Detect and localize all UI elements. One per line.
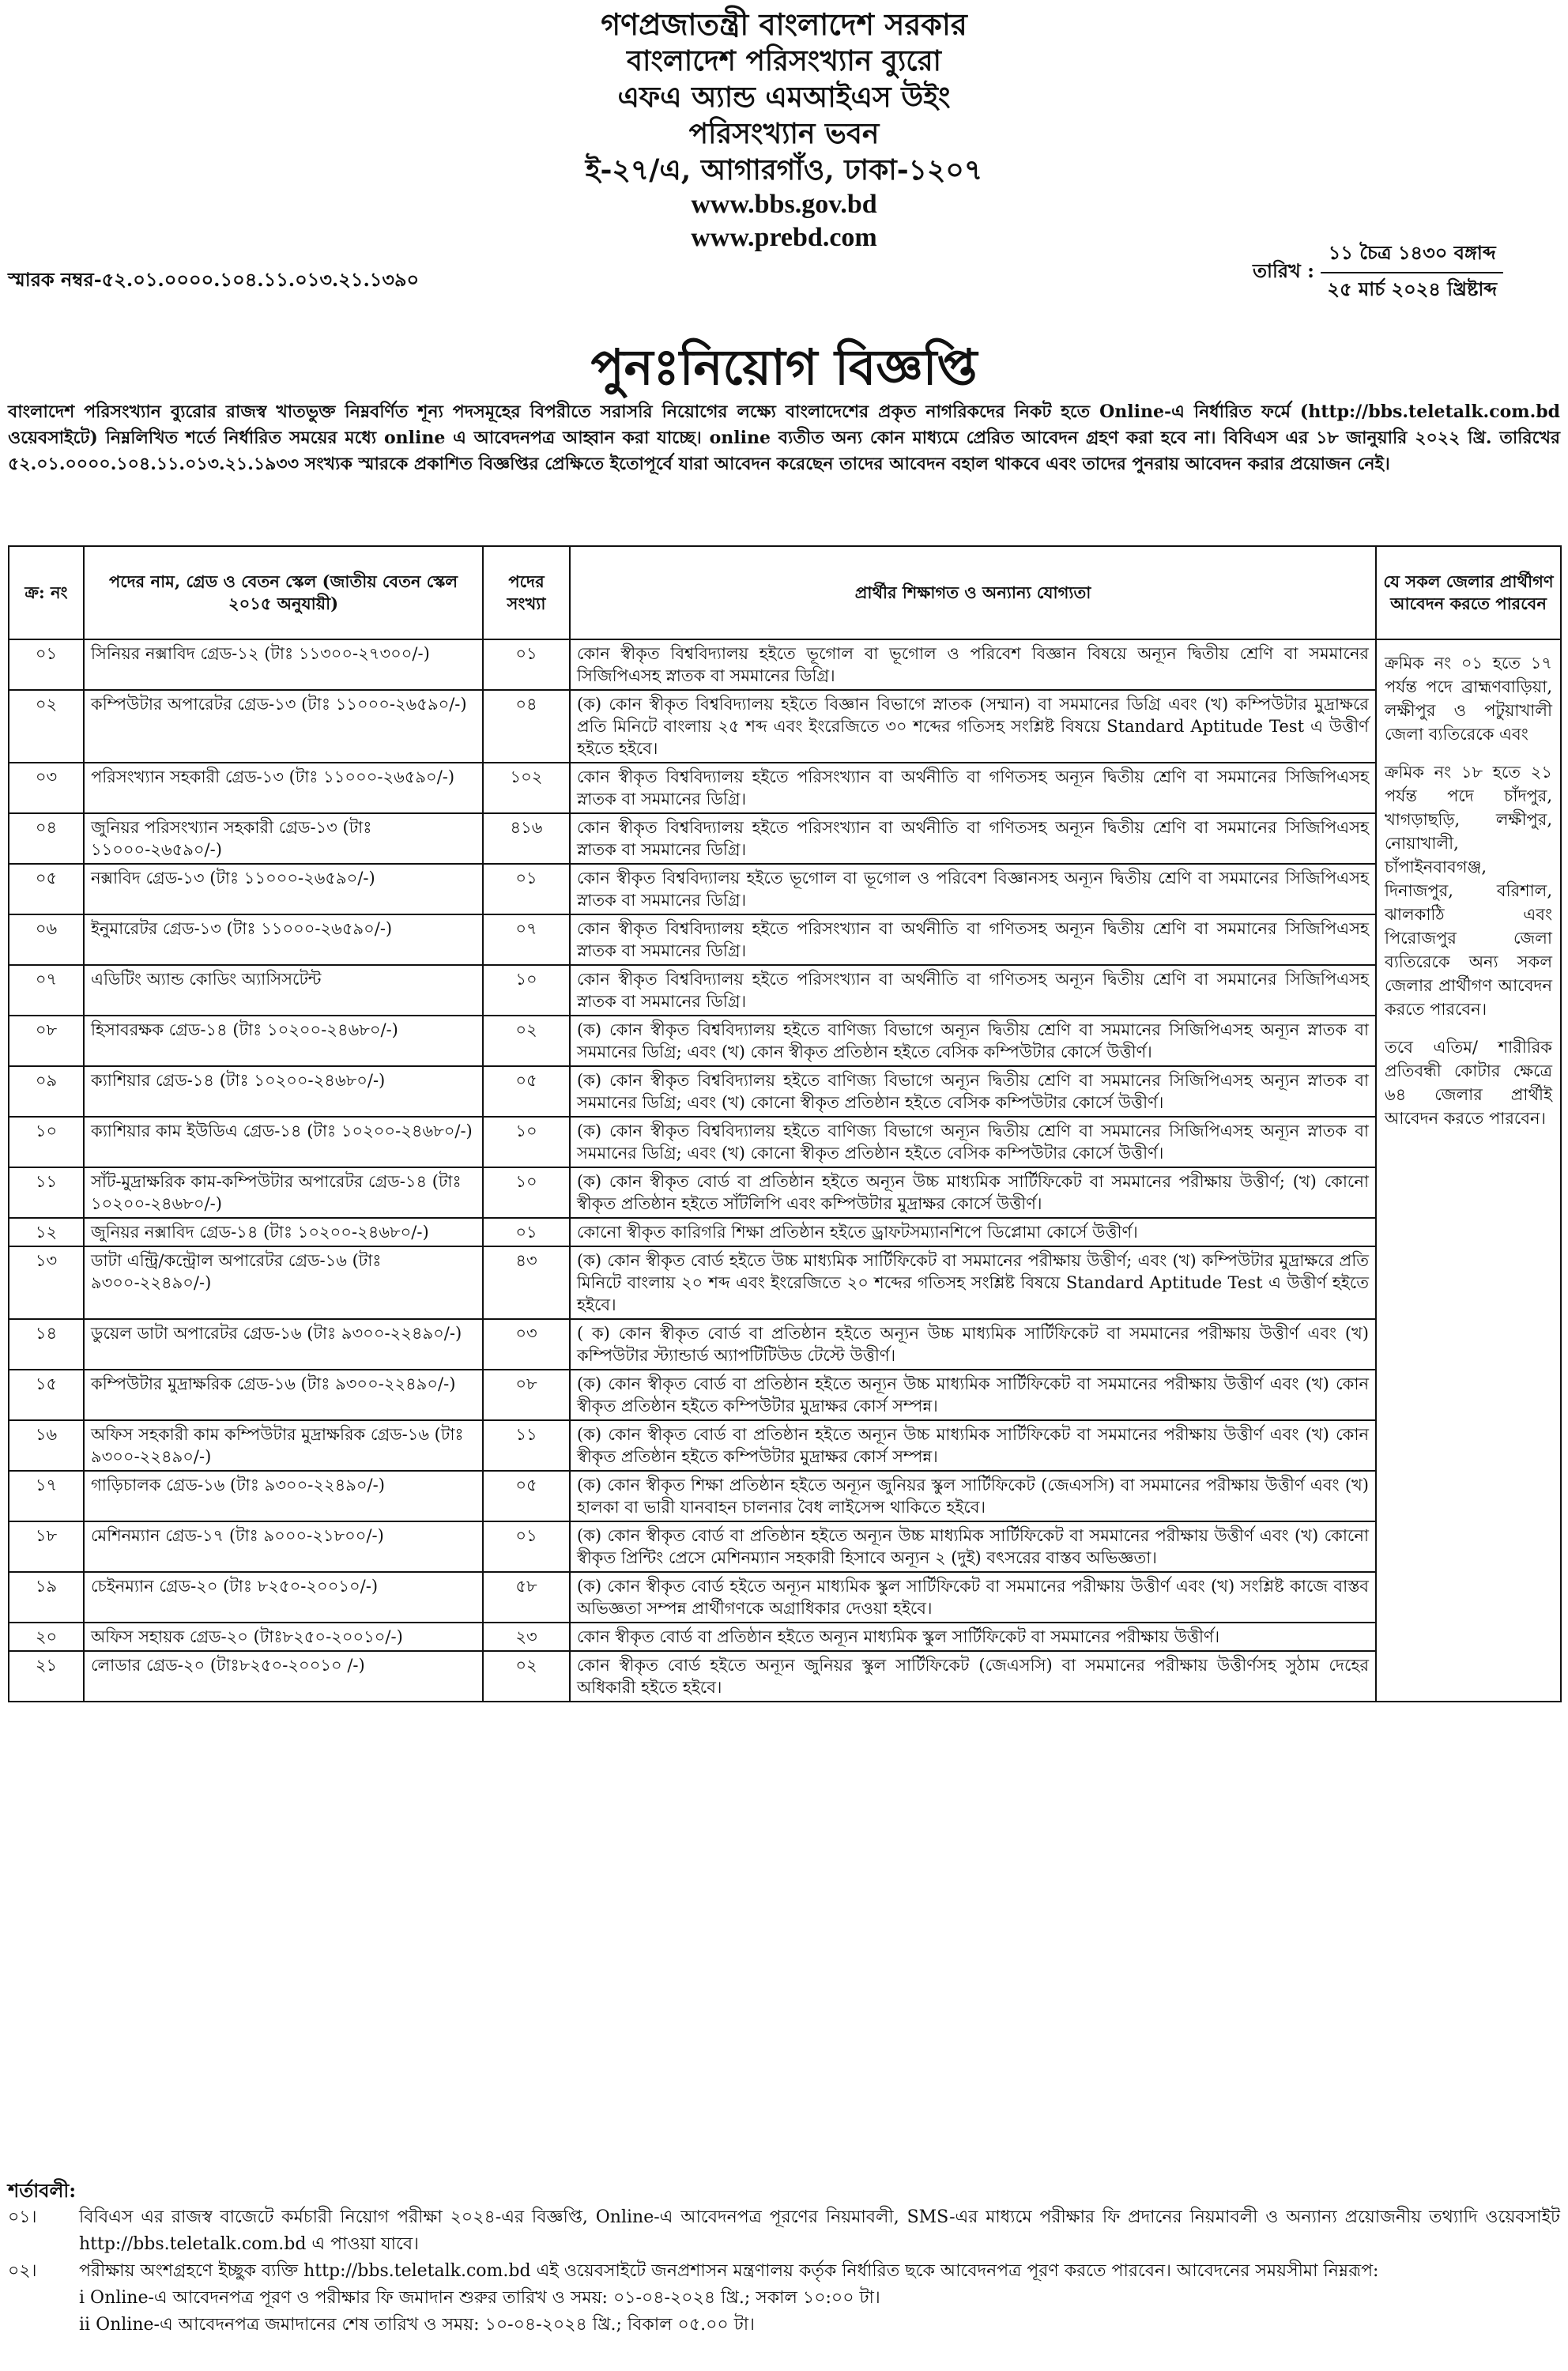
row-post: কম্পিউটার মুদ্রাক্ষরিক গ্রেড-১৬ (টাঃ ৯৩০০-২২৪৯০/-)	[84, 1370, 483, 1420]
header-line-address: ই-২৭/এ, আগারগাঁও, ঢাকা-১২০৭	[585, 153, 983, 187]
row-post: চেইনম্যান গ্রেড-২০ (টাঃ ৮২৫০-২০০১০/-)	[84, 1572, 483, 1623]
table-row	[9, 914, 1561, 965]
row-count: ০৭	[483, 914, 570, 965]
row-qualification: কোন স্বীকৃত বিশ্ববিদ্যালয় হইতে পরিসংখ্যান বা অর্থনীতি বা গণিতসহ অন্যূন দ্বিতীয় শ্রেণি বা সমমানের সিজিপিএসহ স্নাতক বা সমমানের ডিগ্রি।	[570, 813, 1376, 864]
row-count: ১০২	[483, 763, 570, 813]
row-count: ১০	[483, 965, 570, 1016]
header-count: পদের সংখ্যা	[483, 546, 570, 639]
header-line-bureau: বাংলাদেশ পরিসংখ্যান ব্যুরো	[627, 44, 941, 77]
row-serial: ১৯	[9, 1572, 84, 1623]
table-row	[9, 1218, 1561, 1246]
header-qualification: প্রার্থীর শিক্ষাগত ও অন্যান্য যোগ্যতা	[570, 546, 1376, 639]
row-post: অফিস সহায়ক গ্রেড-২০ (টাঃ৮২৫০-২০০১০/-)	[84, 1623, 483, 1651]
row-post: এডিটিং অ্যান্ড কোডিং অ্যাসিসটেন্ট	[84, 965, 483, 1016]
row-count: ০১	[483, 1521, 570, 1572]
row-count: ০২	[483, 1016, 570, 1066]
date-block	[1253, 237, 1503, 308]
vacancy-table	[8, 545, 1562, 1702]
row-count: ৫৮	[483, 1572, 570, 1623]
row-qualification: (ক) কোন স্বীকৃত বোর্ড বা প্রতিষ্ঠান হইতে অন্যূন উচ্চ মাধ্যমিক সার্টিফিকেট বা সমমানের পরীক্ষায় উত্তীর্ণ এবং (খ) কোন স্বীকৃত প্রতিষ্ঠান হইতে কম্পিউটার মুদ্রাক্ষর কোর্স সম্পন্ন।	[570, 1420, 1376, 1471]
table-row	[9, 763, 1561, 813]
row-post: ডাটা এন্ট্রি/কন্ট্রোল অপারেটর গ্রেড-১৬ (টাঃ ৯৩০০-২২৪৯০/-)	[84, 1246, 483, 1319]
row-count: ০১	[483, 864, 570, 914]
table-row	[9, 1420, 1561, 1471]
row-serial: ০২	[9, 690, 84, 763]
table-row	[9, 813, 1561, 864]
vacancy-table-wrapper	[8, 545, 1560, 1702]
table-row	[9, 1319, 1561, 1370]
table-row	[9, 1623, 1561, 1651]
header-line-wing: এফএ অ্যান্ড এমআইএস উইং	[617, 81, 951, 114]
row-serial: ২০	[9, 1623, 84, 1651]
row-qualification: (ক) কোন স্বীকৃত বিশ্ববিদ্যালয় হইতে বাণিজ্য বিভাগে অন্যূন দ্বিতীয় শ্রেণি বা সমমানের সিজিপিএসহ অন্যূন স্নাতক বা সমমানের ডিগ্রি; এবং (খ) কোন স্বীকৃত প্রতিষ্ঠান হইতে বেসিক কম্পিউটার কোর্সে উত্তীর্ণ।	[570, 1016, 1376, 1066]
row-count: ০১	[483, 639, 570, 690]
header-post: পদের নাম, গ্রেড ও বেতন স্কেল (জাতীয় বেতন স্কেল ২০১৫ অনুযায়ী)	[84, 546, 483, 639]
row-post: সিনিয়র নক্সাবিদ গ্রেড-১২ (টাঃ ১১৩০০-২৭৩০০/-)	[84, 639, 483, 690]
row-qualification: কোন স্বীকৃত বিশ্ববিদ্যালয় হইতে ভূগোল বা ভূগোল ও পরিবেশ বিজ্ঞানসহ অন্যূন দ্বিতীয় শ্রেণি বা সমমানের সিজিপিএসহ স্নাতক বা সমমানের ডিগ্রি।	[570, 864, 1376, 914]
terms-item-text: বিবিএস এর রাজস্ব বাজেটে কর্মচারী নিয়োগ পরীক্ষা ২০২৪-এর বিজ্ঞপ্তি, Online-এ আবেদনপত্র পূরণের নিয়মাবলী, SMS-এর মাধ্যমে পরীক্ষার ফি প্রদানের নিয়মাবলী ও অন্যান্য প্রয়োজনীয় তথ্যাদি ওয়েবসাইট http://bbs.teletalk.com.bd এ পাওয়া যাবে।	[79, 2207, 1560, 2254]
row-qualification: কোন স্বীকৃত বিশ্ববিদ্যালয় হইতে পরিসংখ্যান বা অর্থনীতি বা গণিতসহ অন্যূন দ্বিতীয় শ্রেণি বা সমমানের সিজিপিএসহ স্নাতক বা সমমানের ডিগ্রি।	[570, 914, 1376, 965]
header-districts: যে সকল জেলার প্রার্থীগণ আবেদন করতে পারবেন	[1376, 546, 1561, 639]
row-post: লোডার গ্রেড-২০ (টাঃ৮২৫০-২০০১০ /-)	[84, 1651, 483, 1702]
row-qualification: কোন স্বীকৃত বোর্ড বা প্রতিষ্ঠান হইতে অন্যূন মাধ্যমিক স্কুল সার্টিফিকেট বা সমমানের পরীক্ষায় উত্তীর্ণ।	[570, 1623, 1376, 1651]
row-count: ০২	[483, 1651, 570, 1702]
row-qualification: কোন স্বীকৃত বোর্ড হইতে অন্যূন জুনিয়র স্কুল সার্টিফিকেট (জেএসসি) বা সমমানের পরীক্ষায় উত্তীর্ণসহ সুঠাম দেহের অধিকারী হইতে হইবে।	[570, 1651, 1376, 1702]
table-row	[9, 1572, 1561, 1623]
header-line-building: পরিসংখ্যান ভবন	[688, 117, 880, 150]
table-row	[9, 1117, 1561, 1167]
row-count: ১০	[483, 1167, 570, 1218]
row-count: ১০	[483, 1117, 570, 1167]
table-row	[9, 1651, 1561, 1702]
row-serial: ০৮	[9, 1016, 84, 1066]
row-serial: ০৬	[9, 914, 84, 965]
row-serial: ২১	[9, 1651, 84, 1702]
header-line-government: গণপ্রজাতন্ত্রী বাংলাদেশ সরকার	[601, 6, 967, 42]
row-count: ৪৩	[483, 1246, 570, 1319]
row-qualification: কোনো স্বীকৃত কারিগরি শিক্ষা প্রতিষ্ঠান হইতে ড্রাফটসম্যানশিপে ডিপ্লোমা কোর্সে উত্তীর্ণ।	[570, 1218, 1376, 1246]
row-post: মেশিনম্যান গ্রেড-১৭ (টাঃ ৯০০০-২১৮০০/-)	[84, 1521, 483, 1572]
row-qualification: (ক) কোন স্বীকৃত বোর্ড বা প্রতিষ্ঠান হইতে অন্যূন উচ্চ মাধ্যমিক সার্টিফিকেট বা সমমানের পরীক্ষায় উত্তীর্ণ; (খ) কোনো স্বীকৃত প্রতিষ্ঠান হইতে সাঁটলিপি এবং কম্পিউটার মুদ্রাক্ষর কোর্সে উত্তীর্ণ।	[570, 1167, 1376, 1218]
row-post: গাড়িচালক গ্রেড-১৬ (টাঃ ৯৩০০-২২৪৯০/-)	[84, 1471, 483, 1521]
terms-sub-start-date: i Online-এ আবেদনপত্র পূরণ ও পরীক্ষার ফি জমাদান শুরুর তারিখ ও সময়: ০১-০৪-২০২৪ খ্রি.; সকাল ১০:০০ টা।	[79, 2288, 880, 2308]
row-post: জুনিয়র পরিসংখ্যান সহকারী গ্রেড-১৩ (টাঃ ১১০০০-২৬৫৯০/-)	[84, 813, 483, 864]
row-post: কম্পিউটার অপারেটর গ্রেড-১৩ (টাঃ ১১০০০-২৬৫৯০/-)	[84, 690, 483, 763]
terms-item-text: পরীক্ষায় অংশগ্রহণে ইচ্ছুক ব্যক্তি http://bbs.teletalk.com.bd এই ওয়েবসাইটে জনপ্রশাসন মন্ত্রণালয় কর্তৃক নির্ধারিত ছকে আবেদনপত্র পূরণ করতে পারবেন। আবেদনের সময়সীমা নিম্নরূপ:	[79, 2261, 1379, 2281]
row-qualification: (ক) কোন স্বীকৃত বোর্ড হইতে অন্যূন মাধ্যমিক স্কুল সার্টিফিকেট বা সমমানের পরীক্ষায় উত্তীর্ণ এবং (খ) সংশ্লিষ্ট কাজে বাস্তব অভিজ্ঞতা সম্পন্ন প্রার্থীগণকে অগ্রাধিকার দেওয়া হইবে।	[570, 1572, 1376, 1623]
date-bangla: ১১ চৈত্র ১৪৩০ বঙ্গাব্দ	[1321, 237, 1503, 273]
row-serial: ১৬	[9, 1420, 84, 1471]
row-count: ০৩	[483, 1319, 570, 1370]
table-row	[9, 1016, 1561, 1066]
header-website-prebd: www.prebd.com	[691, 223, 877, 252]
row-serial: ১৩	[9, 1246, 84, 1319]
row-post: জুনিয়র নক্সাবিদ গ্রেড-১৪ (টাঃ ১০২০০-২৪৬৮০/-)	[84, 1218, 483, 1246]
table-row	[9, 965, 1561, 1016]
terms-item-number: ০১।	[8, 2207, 37, 2227]
table-header-row	[9, 546, 1561, 639]
row-serial: ১৮	[9, 1521, 84, 1572]
row-post: হিসাবরক্ষক গ্রেড-১৪ (টাঃ ১০২০০-২৪৬৮০/-)	[84, 1016, 483, 1066]
row-post: ইনুমারেটর গ্রেড-১৩ (টাঃ ১১০০০-২৬৫৯০/-)	[84, 914, 483, 965]
terms-section	[8, 2177, 1560, 2339]
district-note: তবে এতিম/ শারীরিক প্রতিবন্ধী কোটার ক্ষেত্রে ৬৪ জেলার প্রার্থীই আবেদন করতে পারবেন।	[1385, 1038, 1552, 1128]
row-qualification: কোন স্বীকৃত বিশ্ববিদ্যালয় হইতে পরিসংখ্যান বা অর্থনীতি বা গণিতসহ অন্যূন দ্বিতীয় শ্রেণি বা সমমানের সিজিপিএসহ স্নাতক বা সমমানের ডিগ্রি।	[570, 965, 1376, 1016]
date-fraction	[1321, 237, 1503, 308]
row-count: ১১	[483, 1420, 570, 1471]
row-post: ক্যাশিয়ার কাম ইউডিএ গ্রেড-১৪ (টাঃ ১০২০০-২৪৬৮০/-)	[84, 1117, 483, 1167]
table-row	[9, 864, 1561, 914]
date-label: তারিখ :	[1253, 259, 1315, 282]
row-serial: ০১	[9, 639, 84, 690]
notice-title: পুনঃনিয়োগ বিজ্ঞপ্তি	[590, 338, 978, 396]
row-qualification: কোন স্বীকৃত বিশ্ববিদ্যালয় হইতে পরিসংখ্যান বা অর্থনীতি বা গণিতসহ অন্যূন দ্বিতীয় শ্রেণি বা সমমানের সিজিপিএসহ স্নাতক বা সমমানের ডিগ্রি।	[570, 763, 1376, 813]
row-qualification: (ক) কোন স্বীকৃত বোর্ড বা প্রতিষ্ঠান হইতে অন্যূন উচ্চ মাধ্যমিক সার্টিফিকেট বা সমমানের পরীক্ষায় উত্তীর্ণ এবং (খ) কোন স্বীকৃত প্রতিষ্ঠান হইতে কম্পিউটার মুদ্রাক্ষর কোর্স সম্পন্ন।	[570, 1370, 1376, 1420]
row-post: ডুয়েল ডাটা অপারেটর গ্রেড-১৬ (টাঃ ৯৩০০-২২৪৯০/-)	[84, 1319, 483, 1370]
terms-sub-end-date: ii Online-এ আবেদনপত্র জমাদানের শেষ তারিখ ও সময়: ১০-০৪-২০২৪ খ্রি.; বিকাল ০৫.০০ টা।	[79, 2315, 755, 2335]
row-count: ২৩	[483, 1623, 570, 1651]
row-post: অফিস সহকারী কাম কম্পিউটার মুদ্রাক্ষরিক গ্রেড-১৬ (টাঃ ৯৩০০-২২৪৯০/-)	[84, 1420, 483, 1471]
row-count: ০৪	[483, 690, 570, 763]
row-serial: ০৪	[9, 813, 84, 864]
table-row	[9, 690, 1561, 763]
row-serial: ১৫	[9, 1370, 84, 1420]
row-post: ক্যাশিয়ার গ্রেড-১৪ (টাঃ ১০২০০-২৪৬৮০/-)	[84, 1066, 483, 1117]
row-serial: ০৭	[9, 965, 84, 1016]
table-row	[9, 1167, 1561, 1218]
row-serial: ১৪	[9, 1319, 84, 1370]
row-qualification: ( ক) কোন স্বীকৃত বোর্ড বা প্রতিষ্ঠান হইতে অন্যূন উচ্চ মাধ্যমিক সার্টিফিকেট বা সমমানের পরীক্ষায় উত্তীর্ণ এবং (খ) কম্পিউটার স্ট্যান্ডার্ড অ্যাপটিটিউড টেস্টে উত্তীর্ণ।	[570, 1319, 1376, 1370]
table-row	[9, 1521, 1561, 1572]
header-serial: ক্র: নং	[9, 546, 84, 639]
terms-item-number: ০২।	[8, 2261, 37, 2281]
row-serial: ১০	[9, 1117, 84, 1167]
terms-item	[8, 2258, 1560, 2285]
table-row	[9, 639, 1561, 690]
header-website-bbs: www.bbs.gov.bd	[691, 190, 877, 219]
memo-number: স্মারক নম্বর-৫২.০১.০০০০.১০৪.১১.০১৩.২১.১৩৯০	[8, 268, 420, 291]
row-count: ০৮	[483, 1370, 570, 1420]
office-header	[0, 6, 1568, 254]
row-qualification: (ক) কোন স্বীকৃত শিক্ষা প্রতিষ্ঠান হইতে অন্যূন জুনিয়র স্কুল সার্টিফিকেট (জেএসসি) বা সমমানের পরীক্ষায় উত্তীর্ণ এবং (খ) হালকা বা ভারী যানবাহন চালনার বৈধ লাইসেন্স থাকিতে হইবে।	[570, 1471, 1376, 1521]
terms-heading: শর্তাবলী:	[8, 2179, 77, 2202]
row-qualification: (ক) কোন স্বীকৃত বিশ্ববিদ্যালয় হইতে বাণিজ্য বিভাগে অন্যূন দ্বিতীয় শ্রেণি বা সমমানের সিজিপিএসহ অন্যূন স্নাতক বা সমমানের ডিগ্রি; এবং (খ) কোনো স্বীকৃত প্রতিষ্ঠান হইতে বেসিক কম্পিউটার কোর্সে উত্তীর্ণ।	[570, 1066, 1376, 1117]
row-count: ০৫	[483, 1471, 570, 1521]
table-row	[9, 1370, 1561, 1420]
row-serial: ০৫	[9, 864, 84, 914]
row-qualification: (ক) কোন স্বীকৃত বিশ্ববিদ্যালয় হইতে বিজ্ঞান বিভাগে স্নাতক (সম্মান) বা সমমানের ডিগ্রি এবং (খ) কম্পিউটার মুদ্রাক্ষরে প্রতি মিনিটে বাংলায় ২৫ শব্দ এবং ইংরেজিতে ৩০ শব্দের গতিসহ সংশ্লিষ্ট বিষয়ে Standard Aptitude Test এ উত্তীর্ণ হইতে হইবে।	[570, 690, 1376, 763]
row-post: পরিসংখ্যান সহকারী গ্রেড-১৩ (টাঃ ১১০০০-২৬৫৯০/-)	[84, 763, 483, 813]
table-row	[9, 1246, 1561, 1319]
terms-item	[8, 2204, 1560, 2258]
row-post: নক্সাবিদ গ্রেড-১৩ (টাঃ ১১০০০-২৬৫৯০/-)	[84, 864, 483, 914]
row-count: ০৫	[483, 1066, 570, 1117]
district-eligibility-cell	[1376, 639, 1561, 1702]
row-qualification: কোন স্বীকৃত বিশ্ববিদ্যালয় হইতে ভূগোল বা ভূগোল ও পরিবেশ বিজ্ঞান বিষয়ে অন্যূন দ্বিতীয় শ্রেণি বা সমমানের সিজিপিএসহ স্নাতক বা সমমানের ডিগ্রি।	[570, 639, 1376, 690]
date-english: ২৫ মার্চ ২০২৪ খ্রিষ্টাব্দ	[1327, 277, 1498, 300]
row-post: সাঁট-মুদ্রাক্ষরিক কাম-কম্পিউটার অপারেটর গ্রেড-১৪ (টাঃ ১০২০০-২৪৬৮০/-)	[84, 1167, 483, 1218]
row-serial: ০৩	[9, 763, 84, 813]
row-serial: ০৯	[9, 1066, 84, 1117]
row-serial: ১৭	[9, 1471, 84, 1521]
table-row	[9, 1066, 1561, 1117]
row-serial: ১২	[9, 1218, 84, 1246]
row-serial: ১১	[9, 1167, 84, 1218]
district-note: ক্রমিক নং ১৮ হতে ২১ পর্যন্ত পদে চাঁদপুর, খাগড়াছড়ি, লক্ষীপুর, নোয়াখালী, চাঁপাইনবাবগঞ্জ, দিনাজপুর, বরিশাল, ঝালকাঠি এবং পিরোজপুর জেলা ব্যতিরেকে অন্য সকল জেলার প্রার্থীগণ আবেদন করতে পারবেন।	[1385, 763, 1552, 1019]
row-qualification: (ক) কোন স্বীকৃত বোর্ড হইতে উচ্চ মাধ্যমিক সার্টিফিকেট বা সমমানের পরীক্ষায় উত্তীর্ণ; এবং (খ) কম্পিউটার মুদ্রাক্ষরে প্রতি মিনিটে বাংলায় ২০ শব্দ এবং ইংরেজিতে ২০ শব্দের গতিসহ সংশ্লিষ্ট বিষয়ে Standard Aptitude Test এ উত্তীর্ণ হইতে হইবে।	[570, 1246, 1376, 1319]
row-count: ৪১৬	[483, 813, 570, 864]
row-qualification: (ক) কোন স্বীকৃত বোর্ড বা প্রতিষ্ঠান হইতে অন্যূন উচ্চ মাধ্যমিক সার্টিফিকেট বা সমমানের পরীক্ষায় উত্তীর্ণ এবং (খ) কোনো স্বীকৃত প্রিন্টিং প্রেসে মেশিনম্যান সহকারী হিসাবে অন্যূন ২ (দুই) বৎসরের বাস্তব অভিজ্ঞতা।	[570, 1521, 1376, 1572]
notice-intro: বাংলাদেশ পরিসংখ্যান ব্যুরোর রাজস্ব খাতভুক্ত নিম্নবর্ণিত শূন্য পদসমূহের বিপরীতে সরাসরি নিয়োগের লক্ষ্যে বাংলাদেশের প্রকৃত নাগরিকদের নিকট হতে Online-এ নির্ধারিত ফর্মে (http://bbs.teletalk.com.bd ওয়েবসাইটে) নিম্নলিখিত শর্তে নির্ধারিত সময়ের মধ্যে online এ আবেদনপত্র আহ্বান করা যাচ্ছে। online ব্যতীত অন্য কোন মাধ্যমে প্রেরিত আবেদন গ্রহণ করা হবে না। বিবিএস এর ১৮ জানুয়ারি ২০২২ খ্রি. তারিখের ৫২.০১.০০০০.১০৪.১১.০১৩.২১.১৯৩৩ সংখ্যক স্মারকে প্রকাশিত বিজ্ঞপ্তির প্রেক্ষিতে ইতোপূর্বে যারা আবেদন করেছেন তাদের আবেদন বহাল থাকবে এবং তাদের পুনরায় আবেদন করার প্রয়োজন নেই।	[8, 401, 1560, 474]
row-qualification: (ক) কোন স্বীকৃত বিশ্ববিদ্যালয় হইতে বাণিজ্য বিভাগে অন্যূন দ্বিতীয় শ্রেণি বা সমমানের সিজিপিএসহ অন্যূন স্নাতক বা সমমানের ডিগ্রি; এবং (খ) কোনো স্বীকৃত প্রতিষ্ঠান হইতে বেসিক কম্পিউটার কোর্সে উত্তীর্ণ।	[570, 1117, 1376, 1167]
district-note: ক্রমিক নং ০১ হতে ১৭ পর্যন্ত পদে ব্রাহ্মণবাড়িয়া, লক্ষীপুর ও পটুয়াখালী জেলা ব্যতিরেকে এবং	[1385, 654, 1552, 744]
row-count: ০১	[483, 1218, 570, 1246]
table-row	[9, 1471, 1561, 1521]
